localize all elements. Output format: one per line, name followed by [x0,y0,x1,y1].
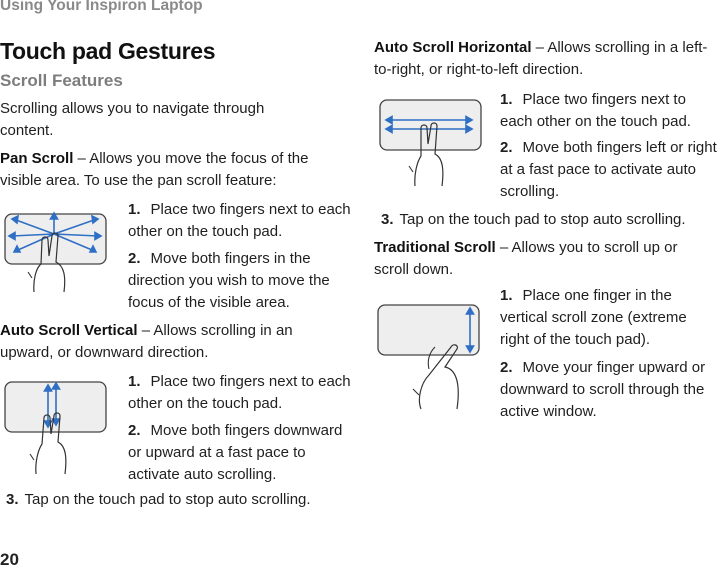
step-number: 1. [500,287,513,304]
page-title: Touch pad Gestures [0,38,216,64]
auto-scroll-horizontal-step-2 [500,137,718,203]
traditional-scroll-desc-text: – Allows you to scroll up or scroll down. [374,239,678,278]
page-number: 20 [0,550,19,569]
auto-scroll-horizontal-step-3 [381,209,718,231]
auto-scroll-vertical-description [0,320,345,364]
step-text: Place one finger in the vertical scroll zone (extreme right of the touch pad). [500,287,687,348]
auto-scroll-horizontal-illustration [379,96,489,188]
step-text: Move your finger upward or downward to scroll through the active window. [500,359,706,420]
auto-scroll-horizontal-step-1 [500,89,718,133]
traditional-scroll-step-1 [500,285,718,351]
auto-scroll-vertical-desc-text: – Allows scrolling in an upward, or downward direction. [0,322,293,361]
pan-scroll-desc-text: – Allows you move the focus of the visible area. To use the pan scroll feature: [0,150,309,189]
traditional-scroll-illustration [377,303,487,413]
step-number: 2. [128,250,141,267]
step-text: Place two fingers next to each other on the touch pad. [500,91,691,130]
step-text: Place two fingers next to each other on the touch pad. [128,201,351,240]
auto-scroll-horizontal-description [374,37,714,81]
running-header: Using Your Inspiron Laptop [0,0,203,14]
auto-scroll-vertical-step-2 [128,420,353,486]
step-number: 2. [500,359,513,376]
step-number: 2. [128,422,141,439]
step-number: 2. [500,139,513,156]
pan-scroll-description [0,148,345,192]
pan-scroll-step-1 [128,199,353,243]
step-number: 3. [6,491,19,508]
step-text: Tap on the touch pad to stop auto scrolling. [399,211,686,228]
pan-scroll-step-2 [128,248,353,314]
step-text: Place two fingers next to each other on the touch pad. [128,373,351,412]
step-number: 1. [500,91,513,108]
auto-scroll-vertical-step-3 [6,489,351,511]
auto-scroll-vertical-illustration [4,378,112,478]
step-text: Tap on the touch pad to stop auto scrolling. [24,491,311,508]
step-text: Move both fingers in the direction you wish to move the focus of the visible area. [128,250,330,311]
section-subtitle: Scroll Features [0,71,123,90]
traditional-scroll-title: Traditional Scroll [374,239,496,256]
auto-scroll-vertical-step-1 [128,371,353,415]
traditional-scroll-step-2 [500,357,718,423]
step-number: 3. [381,211,394,228]
step-text: Move both fingers left or right at a fast pace to activate auto scrolling. [500,139,717,200]
pan-scroll-title: Pan Scroll [0,150,74,167]
auto-scroll-vertical-title: Auto Scroll Vertical [0,322,138,339]
step-number: 1. [128,201,141,218]
auto-scroll-horizontal-desc-text: – Allows scrolling in a left-to-right, or right-to-left direction. [374,39,708,78]
step-text: Move both fingers downward or upward at a fast pace to activate auto scrolling. [128,422,343,483]
auto-scroll-horizontal-title: Auto Scroll Horizontal [374,39,532,56]
pan-scroll-illustration [4,206,112,296]
step-number: 1. [128,373,141,390]
traditional-scroll-description [374,237,714,281]
intro-paragraph: Scrolling allows you to navigate through content. [0,100,265,139]
